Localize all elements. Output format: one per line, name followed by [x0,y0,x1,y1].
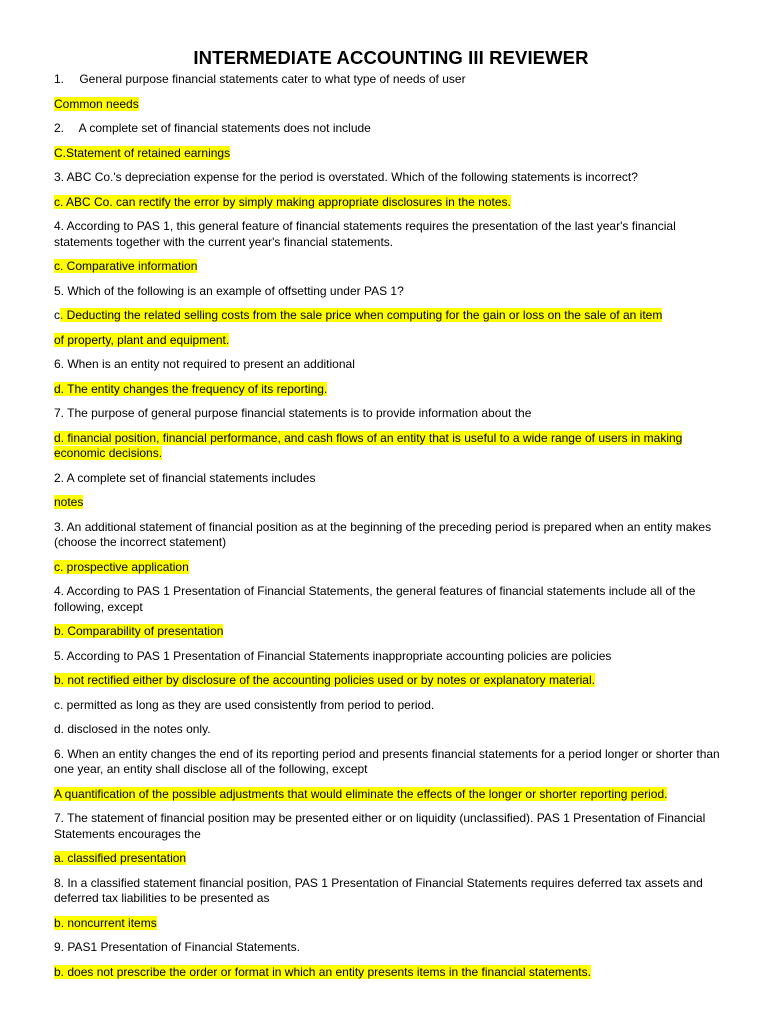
question-9: 3. An additional statement of financial position as at the beginning of the preceding period is prepared when an entity makes (choose the incorrect statement) [54,519,712,549]
question-8: 2. A complete set of financial statements includes [54,470,316,485]
answer-highlight: Common needs [54,96,139,111]
question-10: 4. According to PAS 1 Presentation of Financial Statements, the general features of financial statements include all of the following, except [54,584,696,614]
question-2 [54,121,728,137]
question-15: 9. PAS1 Presentation of Financial Statements. [54,940,300,954]
answer-highlight: b. noncurrent items [54,915,157,930]
answer-highlight: notes [54,495,84,509]
answer-14 [54,916,728,932]
answer-6 [54,382,728,398]
answer-3 [54,195,728,211]
question-14: 8. In a classified statement financial position, PAS 1 Presentation of Financial Statements requires deferred tax assets and deferred tax liabilities to be presented as [54,875,703,905]
answer-prefix: c [54,308,60,322]
answer-15 [54,965,728,981]
option-11-c: c. permitted as long as they are used consistently from period to period. [54,697,435,712]
question-12: 6. When an entity changes the end of its reporting period and presents financial statements for a period longer or shorter than one year, an entity shall disclose all of the following, except [54,746,720,776]
question-6: 6. When is an entity not required to present an additional [54,357,355,371]
option-11-d: d. disclosed in the notes only. [54,722,211,736]
answer-highlight: c. prospective application [54,559,189,574]
answer-highlight: . Deducting the related selling costs from the sale price when computing for the gain or loss on the sale of an item [60,308,663,322]
answer-1 [54,97,728,113]
question-1 [54,72,728,88]
question-number: 2. [54,121,65,135]
answer-4 [54,259,728,275]
answer-2 [54,146,728,162]
answer-13 [54,851,728,867]
answer-5-line-2 [54,333,728,349]
answer-highlight: d. financial position, financial performance, and cash flows of an entity that is useful to a wide range of users in making economic decisions. [54,430,683,460]
answer-highlight: b. Comparability of presentation [54,624,224,638]
answer-12 [54,787,728,803]
answer-5-line-1 [54,308,728,324]
answer-highlight: c. Comparative information [54,259,198,273]
question-13: 7. The statement of financial position may be presented either or on liquidity (unclassified). PAS 1 Presentation of Financial Statements encourages the [54,811,706,841]
answer-9 [54,560,728,576]
question-number: 1. [54,72,65,86]
question-5: 5. Which of the following is an example of offsetting under PAS 1? [54,283,404,298]
answer-highlight: C.Statement of retained earnings [54,145,231,160]
answer-highlight: c. ABC Co. can rectify the error by simply making appropriate disclosures in the notes. [54,194,511,209]
answer-highlight: a. classified presentation [54,851,187,865]
answer-highlight: A quantification of the possible adjustments that would eliminate the effects of the longer or shorter reporting period. [54,786,668,801]
question-11: 5. According to PAS 1 Presentation of Financial Statements inappropriate accounting policies are policies [54,648,612,663]
answer-11 [54,673,728,689]
answer-7 [54,431,728,462]
answer-8 [54,495,728,511]
document-title: INTERMEDIATE ACCOUNTING III REVIEWER [193,47,589,68]
answer-highlight: b. does not prescribe the order or format in which an entity presents items in the financial statements. [54,964,591,979]
question-text: A complete set of financial statements does not include [78,121,371,135]
question-text: General purpose financial statements cater to what type of needs of user [79,72,466,86]
question-4: 4. According to PAS 1, this general feature of financial statements requires the presentation of the last year's financial statements together with the current year's financial statements. [54,219,676,249]
answer-highlight: of property, plant and equipment. [54,332,230,347]
question-3: 3. ABC Co.'s depreciation expense for the period is overstated. Which of the following statements is incorrect? [54,170,638,184]
answer-highlight: d. The entity changes the frequency of its reporting. [54,381,328,396]
answer-highlight: b. not rectified either by disclosure of the accounting policies used or by notes or explanatory material. [54,673,595,687]
answer-10 [54,624,728,640]
question-7: 7. The purpose of general purpose financial statements is to provide information about the [54,406,532,420]
